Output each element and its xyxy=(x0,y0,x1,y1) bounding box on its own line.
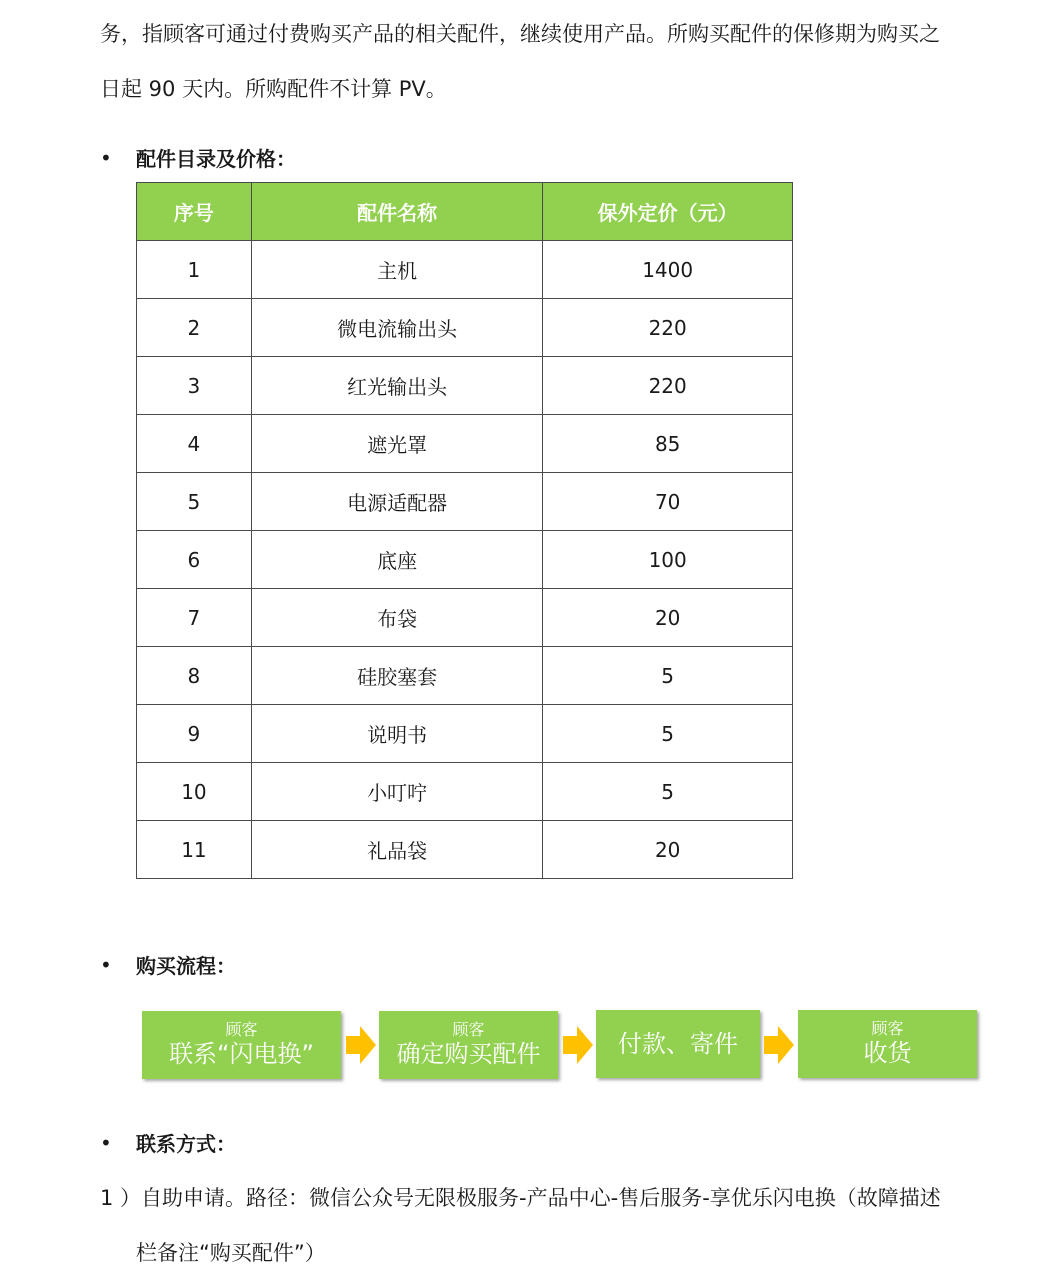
cell-index: 11 xyxy=(137,821,252,879)
cell-price: 220 xyxy=(543,357,793,415)
cell-name: 说明书 xyxy=(251,705,543,763)
cell-price: 5 xyxy=(543,763,793,821)
table-row xyxy=(137,299,793,357)
bullet-icon: • xyxy=(100,145,112,170)
cell-price: 1400 xyxy=(543,241,793,299)
flow-step-confirm xyxy=(379,1011,558,1079)
cell-price: 100 xyxy=(543,531,793,589)
cell-name: 主机 xyxy=(251,241,543,299)
cell-name: 小叮咛 xyxy=(251,763,543,821)
flow-step-label: 收货 xyxy=(863,1039,912,1067)
contact-item-1-line-1: 1 ）自助申请。路径：微信公众号无限极服务-产品中心-售后服务-享优乐闪电换（故障描述 xyxy=(100,1186,941,1210)
table-row xyxy=(137,705,793,763)
arrow-right-icon xyxy=(764,1026,794,1064)
table-row xyxy=(137,821,793,879)
cell-index: 5 xyxy=(137,473,252,531)
cell-index: 4 xyxy=(137,415,252,473)
cell-price: 85 xyxy=(543,415,793,473)
table-row xyxy=(137,531,793,589)
cell-name: 礼品袋 xyxy=(251,821,543,879)
bullet-icon: • xyxy=(100,952,112,977)
accessory-price-table xyxy=(136,182,793,879)
flow-step-actor: 顾客 xyxy=(452,1020,485,1039)
table-row xyxy=(137,415,793,473)
bullet-icon: • xyxy=(100,1130,112,1155)
process-heading xyxy=(100,950,236,979)
table-row xyxy=(137,647,793,705)
cell-index: 9 xyxy=(137,705,252,763)
cell-name: 硅胶塞套 xyxy=(251,647,543,705)
table-row xyxy=(137,589,793,647)
table-row xyxy=(137,473,793,531)
table-header-row xyxy=(137,183,793,241)
arrow-right-icon xyxy=(563,1026,593,1064)
contact-item-1-line-2: 栏备注“购买配件”） xyxy=(136,1241,326,1265)
flow-step-contact xyxy=(142,1011,341,1079)
header-price: 保外定价（元） xyxy=(543,183,793,241)
cell-index: 1 xyxy=(137,241,252,299)
header-index: 序号 xyxy=(137,183,252,241)
cell-name: 电源适配器 xyxy=(251,473,543,531)
arrow-right-icon xyxy=(346,1026,376,1064)
flow-step-label: 付款、寄件 xyxy=(618,1030,738,1058)
cell-name: 红光输出头 xyxy=(251,357,543,415)
cell-price: 5 xyxy=(543,705,793,763)
flow-step-payment xyxy=(596,1010,760,1078)
catalog-title: 配件目录及价格： xyxy=(136,147,296,171)
header-name: 配件名称 xyxy=(251,183,543,241)
intro-line-1: 务，指顾客可通过付费购买产品的相关配件，继续使用产品。所购买配件的保修期为购买之 xyxy=(100,22,940,46)
cell-index: 6 xyxy=(137,531,252,589)
cell-price: 5 xyxy=(543,647,793,705)
contact-title: 联系方式： xyxy=(136,1132,236,1156)
flow-step-receive xyxy=(798,1010,977,1078)
flow-step-actor: 顾客 xyxy=(871,1019,904,1038)
table-row xyxy=(137,357,793,415)
flow-step-actor: 顾客 xyxy=(225,1020,258,1039)
table-row xyxy=(137,241,793,299)
flow-step-label: 联系“闪电换” xyxy=(169,1040,314,1068)
cell-index: 8 xyxy=(137,647,252,705)
cell-price: 70 xyxy=(543,473,793,531)
cell-name: 遮光罩 xyxy=(251,415,543,473)
cell-index: 7 xyxy=(137,589,252,647)
intro-line-2: 日起 90 天内。所购配件不计算 PV。 xyxy=(100,77,447,101)
catalog-heading xyxy=(100,143,296,172)
cell-name: 微电流输出头 xyxy=(251,299,543,357)
cell-index: 2 xyxy=(137,299,252,357)
table-row xyxy=(137,763,793,821)
cell-price: 20 xyxy=(543,589,793,647)
process-title: 购买流程： xyxy=(136,954,236,978)
flow-step-label: 确定购买配件 xyxy=(396,1040,541,1068)
cell-price: 220 xyxy=(543,299,793,357)
cell-name: 布袋 xyxy=(251,589,543,647)
cell-index: 10 xyxy=(137,763,252,821)
cell-price: 20 xyxy=(543,821,793,879)
cell-name: 底座 xyxy=(251,531,543,589)
cell-index: 3 xyxy=(137,357,252,415)
contact-heading xyxy=(100,1128,236,1157)
